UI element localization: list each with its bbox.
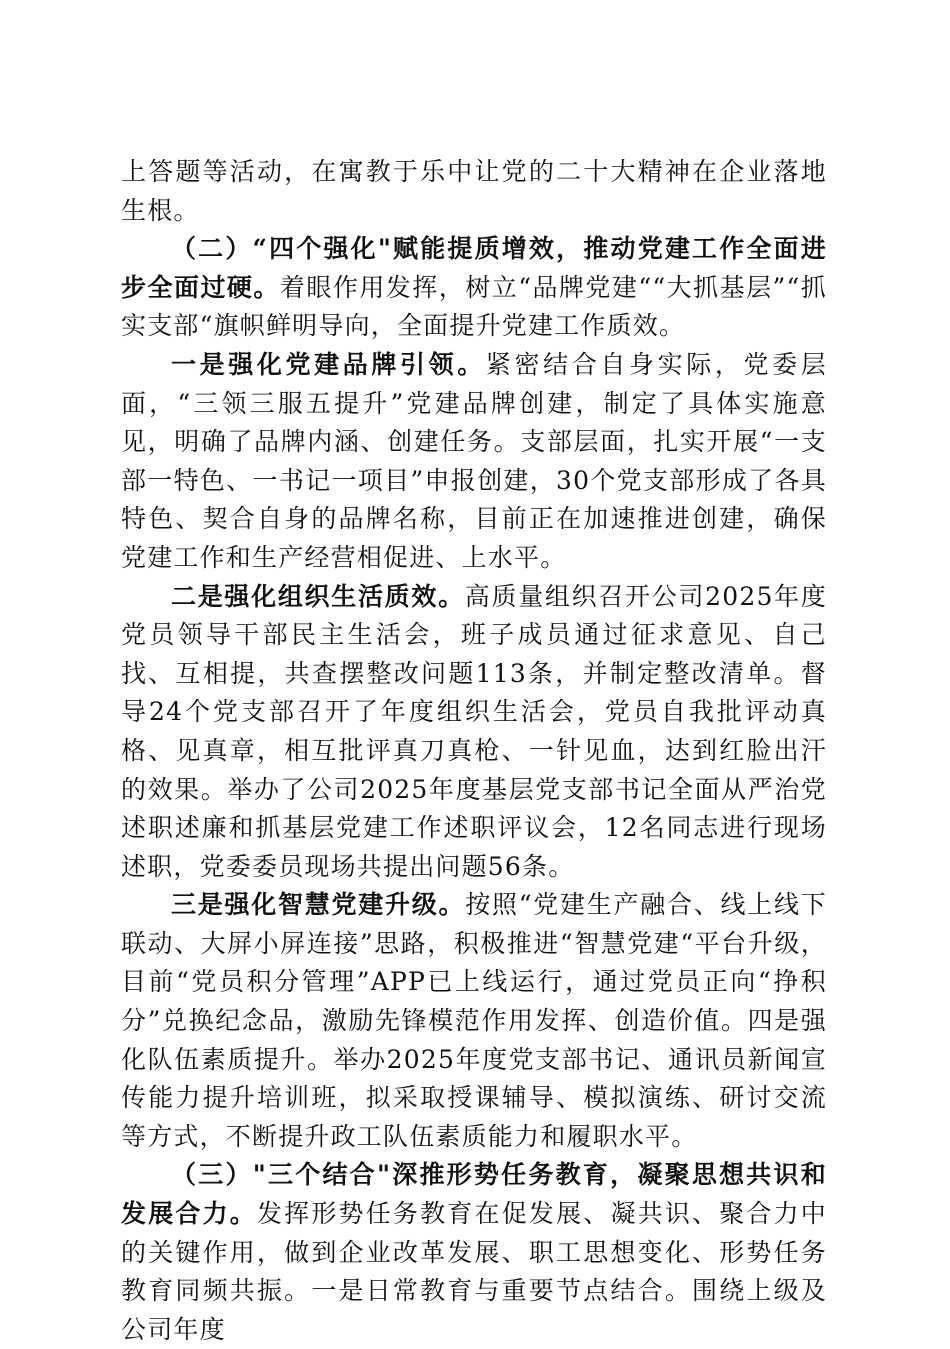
paragraph-brand-leadership xyxy=(121,346,827,578)
paragraph-continuation xyxy=(121,153,827,230)
paragraph-heading: 三是强化智慧党建升级。 xyxy=(171,890,466,920)
document-page xyxy=(121,153,827,1349)
paragraph-smart-party-building xyxy=(121,886,827,1156)
paragraph-heading: 二是强化组织生活质效。 xyxy=(171,581,465,611)
paragraph-text: 上答题等活动，在寓教于乐中让党的二十大精神在企业落地生根。 xyxy=(121,157,827,225)
paragraph-section-two xyxy=(121,230,827,346)
paragraph-heading: 一是强化党建品牌引领。 xyxy=(171,349,486,379)
paragraph-text: 着眼作用发挥，树立“品牌党建““大抓基层”“抓实支部“旗帜鲜明导向，全面提升党建工作质效。 xyxy=(121,272,827,341)
paragraph-heading: （二）“四个强化"赋能提质增效，推动党建工作全面进步全面过硬。 xyxy=(121,234,827,302)
paragraph-section-three xyxy=(121,1156,827,1349)
paragraph-organization-life xyxy=(121,578,827,887)
paragraph-text: 紧密结合自身实际，党委层面，“三领三服五提升”党建品牌创建，制定了具体实施意见，明确了品牌内涵、创建任务。支部层面，扎实开展“一支部一特色、一书记一项目”申报创建，30个党支部形成了各具特色、契合自身的品牌名称，目前正在加速推进创建，确保党建工作和生产经营相促进、上水平。 xyxy=(121,349,828,572)
paragraph-text: 按照“党建生产融合、线上线下联动、大屏小屏连接”思路，积极推进“智慧党建“平台升级，目前“党员积分管理”APP已上线运行，通过党员正向“挣积分”兑换纪念品，激励先锋模范作用发挥、创造价值。四是强化队伍素质提升。举办2025年度党支部书记、通讯员新闻宣传能力提升培训班，拟采取授课辅导、模拟演练、研讨交流等方式，不断提升政工队伍素质能力和履职水平。 xyxy=(121,890,827,1151)
paragraph-text: 高质量组织召开公司2025年度党员领导干部民主生活会，班子成员通过征求意见、自己找、互相提，共查摆整改问题113条，并制定整改清单。督导24个党支部召开了年度组织生活会，党员自我批评动真格、见真章，相互批评真刀真枪、一针见血，达到红脸出汗的效果。举办了公司2025年度基层党支部书记全面从严治党述职述廉和抓基层党建工作述职评议会，12名同志进行现场述职，党委委员现场共提出问题56条。 xyxy=(121,581,828,881)
paragraph-heading: （三）"三个结合"深推形势任务教育，凝聚思想共识和发展合力。 xyxy=(121,1160,827,1229)
paragraph-text: 发挥形势任务教育在促发展、凝共识、聚合力中的关键作用，做到企业改革发展、职工思想变化、形势任务教育同频共振。一是日常教育与重要节点结合。围绕上级及公司年度 xyxy=(121,1199,827,1344)
